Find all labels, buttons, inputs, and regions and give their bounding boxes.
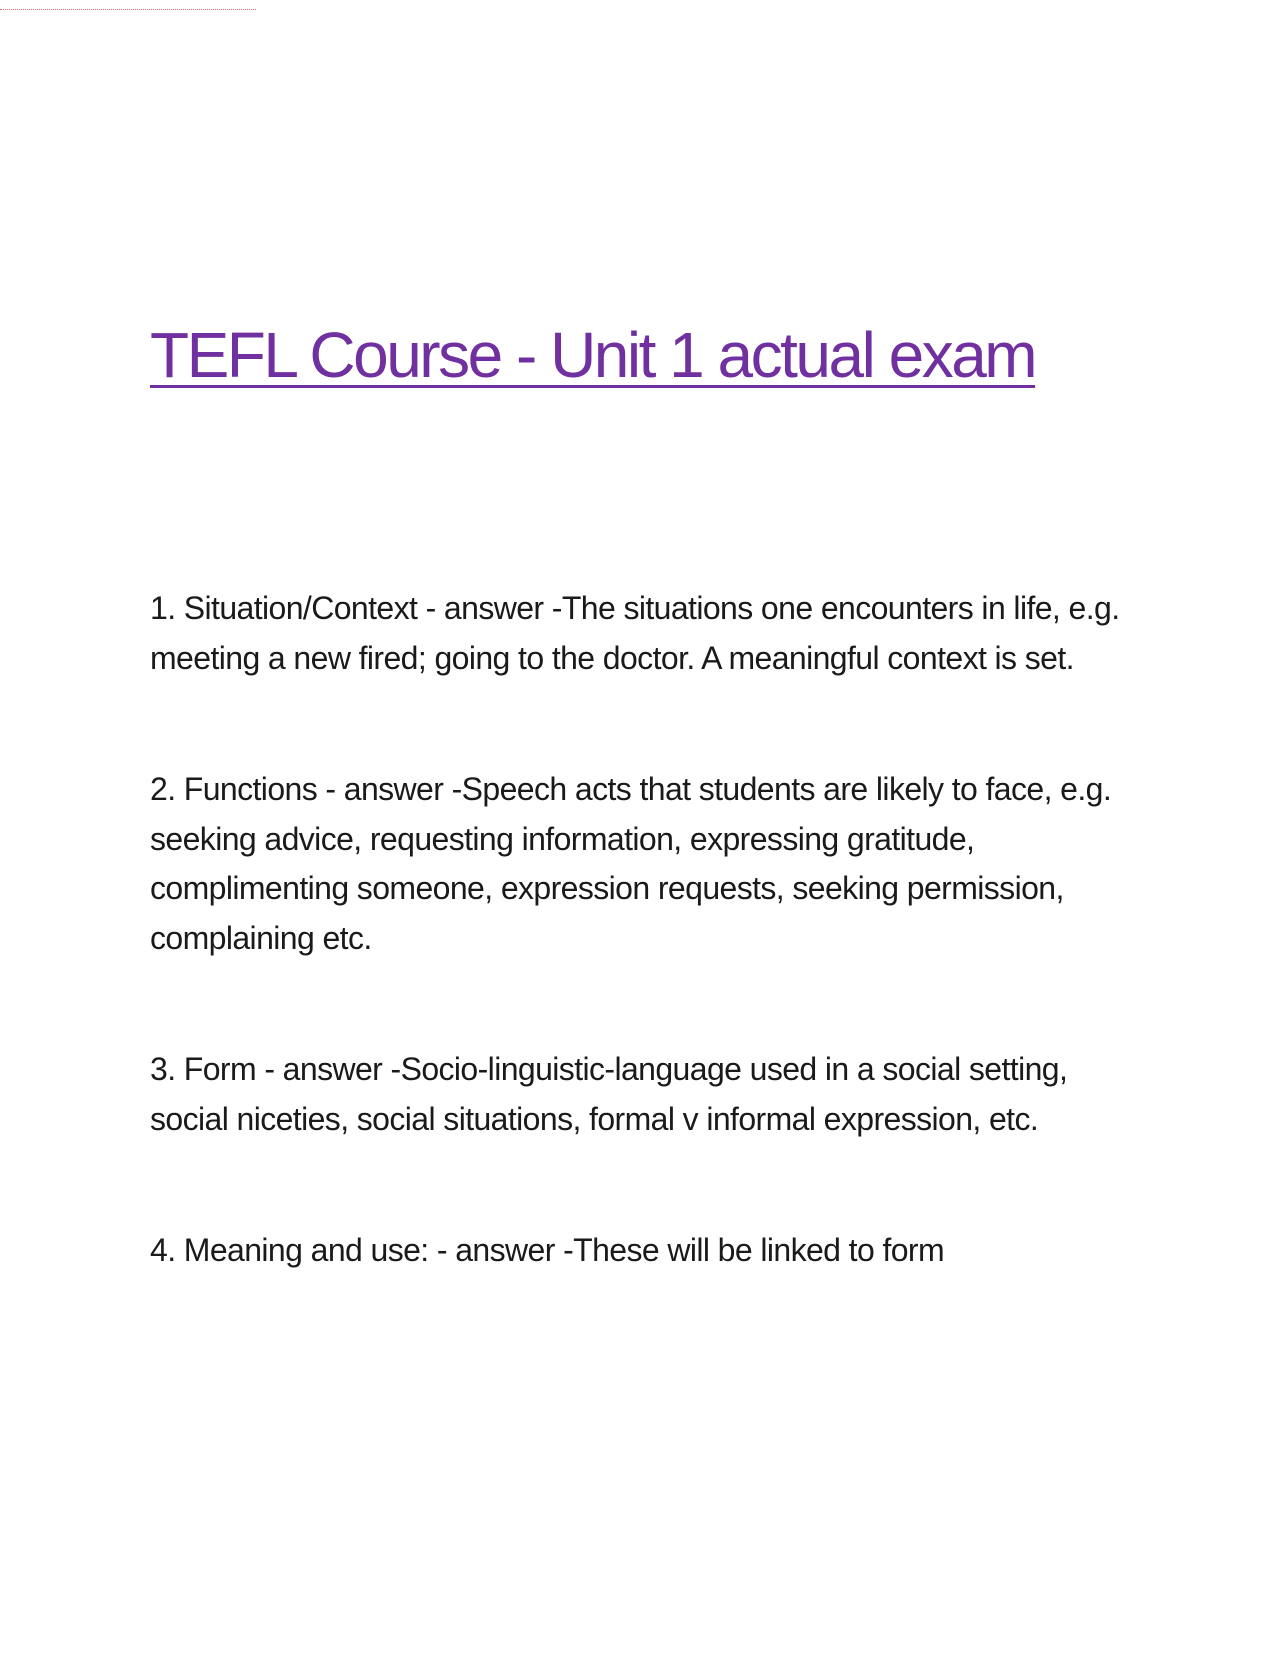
page-title: TEFL Course - Unit 1 actual exam [150, 319, 1036, 391]
question-item-4: 4. Meaning and use: - answer -These will be linked to form [150, 1232, 945, 1268]
top-divider [0, 9, 256, 10]
question-item-2: 2. Functions - answer -Speech acts that students are likely to face, e.g. seeking advice, requesting information, expressing gratitude, complimenting someone, expression requests, seeking permission, complaining etc. [150, 771, 1112, 956]
question-list [150, 584, 1130, 1276]
question-item-3: 3. Form - answer -Socio-linguistic-language used in a social setting, social niceties, social situations, formal v informal expression, etc. [150, 1051, 1068, 1137]
question-item-1: 1. Situation/Context - answer -The situations one encounters in life, e.g. meeting a new fired; going to the doctor. A meaningful context is set. [150, 590, 1120, 676]
